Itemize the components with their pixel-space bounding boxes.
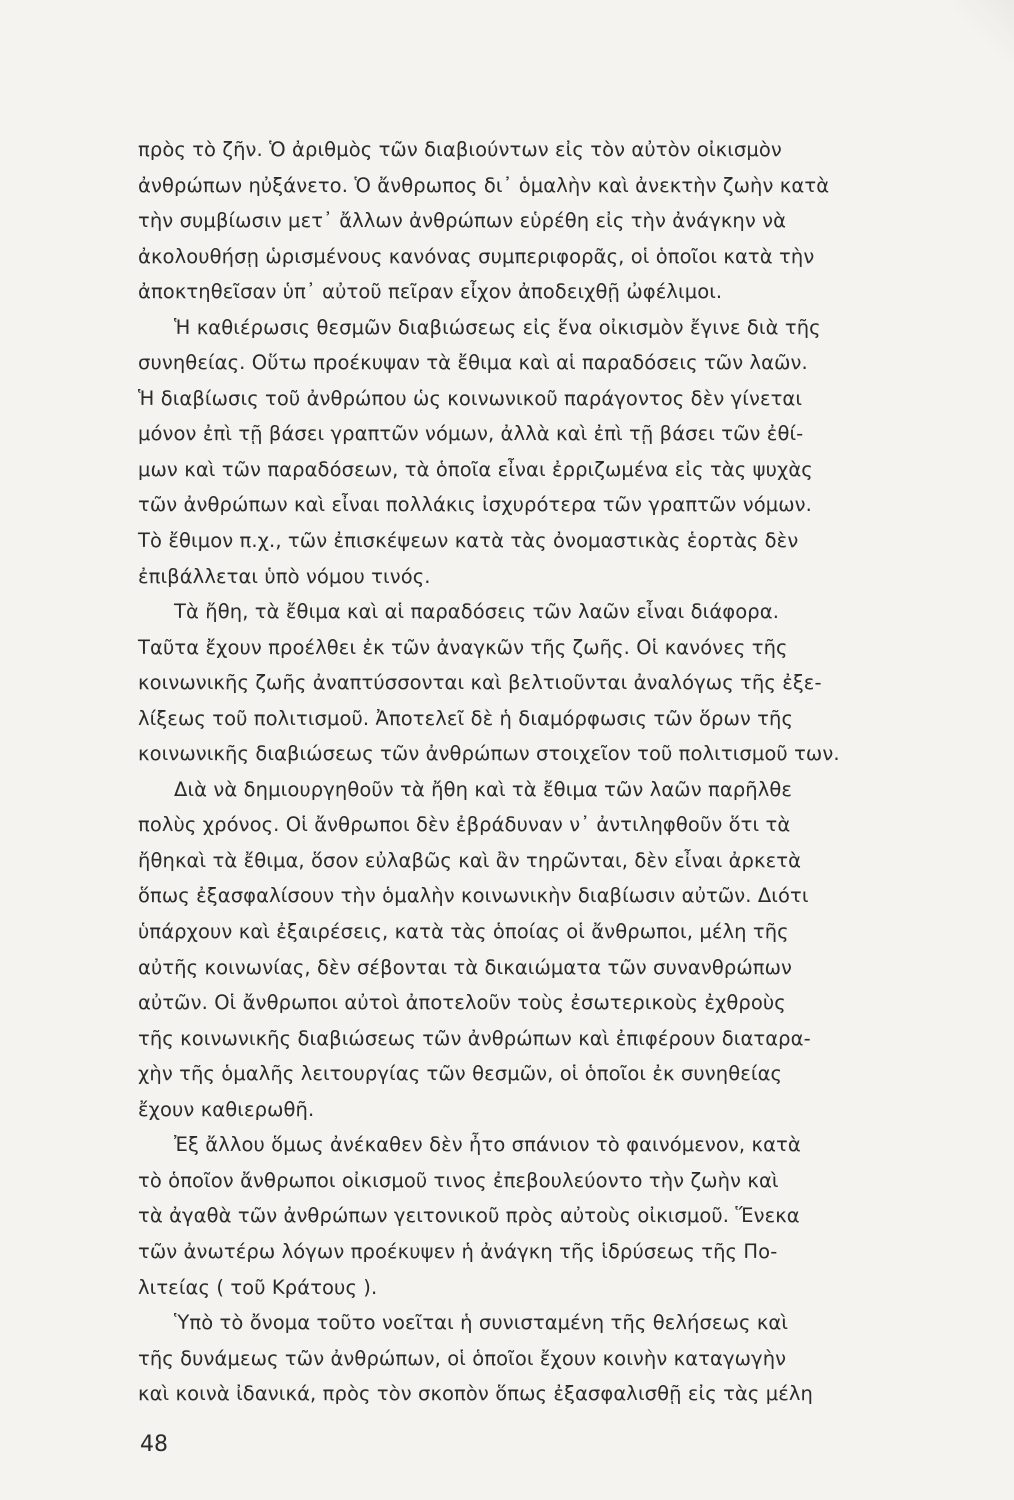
paragraph <box>138 1127 978 1305</box>
text-line: τῶν ἀνθρώπων καὶ εἶναι πολλάκις ἰσχυρότερα τῶν γραπτῶν νόμων. <box>138 493 812 517</box>
text-line: τὰ ἀγαθὰ τῶν ἀνθρώπων γειτονικοῦ πρὸς αὐτοὺς οἰκισμοῦ. Ἕνεκα <box>138 1204 800 1228</box>
text-line: Τὸ ἔθιμον π.χ., τῶν ἐπισκέψεων κατὰ τὰς ὀνομαστικὰς ἑορτὰς δὲν <box>138 529 799 553</box>
text-line: μων καὶ τῶν παραδόσεων, τὰ ὁποῖα εἶναι ἐρριζωμένα εἰς τὰς ψυχὰς <box>138 457 813 481</box>
text-line: ἔχουν καθιερωθῆ. <box>138 1097 315 1121</box>
paragraph <box>138 772 978 1127</box>
paragraph <box>138 310 978 594</box>
text-line: ἀποκτηθεῖσαν ὑπ᾿ αὐτοῦ πεῖραν εἶχον ἀποδειχθῇ ὠφέλιμοι. <box>138 280 723 304</box>
text-line: ὑπάρχουν καὶ ἐξαιρέσεις, κατὰ τὰς ὁποίας οἱ ἄνθρωποι, μέλη τῆς <box>138 920 789 944</box>
text-line: λιτείας ( τοῦ Κράτους ). <box>138 1275 378 1299</box>
paragraph <box>138 132 978 310</box>
text-line: κοινωνικῆς διαβιώσεως τῶν ἀνθρώπων στοιχεῖον τοῦ πολιτισμοῦ των. <box>138 742 840 766</box>
text-line: μόνον ἐπὶ τῇ βάσει γραπτῶν νόμων, ἀλλὰ καὶ ἐπὶ τῇ βάσει τῶν ἐθί- <box>138 422 804 446</box>
text-line: πρὸς τὸ ζῆν. Ὁ ἀριθμὸς τῶν διαβιούντων εἰς τὸν αὐτὸν οἰκισμὸν <box>138 138 782 161</box>
text-line: Τὰ ἤθη, τὰ ἔθιμα καὶ αἱ παραδόσεις τῶν λαῶν εἶναι διάφορα. <box>174 600 780 624</box>
text-line: ἀνθρώπων ηὐξάνετο. Ὁ ἄνθρωπος δι᾿ ὁμαλὴν καὶ ἀνεκτὴν ζωὴν κατὰ <box>138 173 830 197</box>
text-line: Ἡ καθιέρωσις θεσμῶν διαβιώσεως εἰς ἕνα οἰκισμὸν ἔγινε διὰ τῆς <box>174 315 821 339</box>
text-line: ἤθηκαὶ τὰ ἔθιμα, ὅσον εὐλαβῶς καὶ ἂν τηρῶνται, δὲν εἶναι ἀρκετὰ <box>138 848 802 872</box>
text-line: χὴν τῆς ὁμαλῆς λειτουργίας τῶν θεσμῶν, οἱ ὁποῖοι ἐκ συνηθείας <box>138 1062 783 1086</box>
text-line: ὅπως ἐξασφαλίσουν τὴν ὁμαλὴν κοινωνικὴν διαβίωσιν αὐτῶν. Διότι <box>138 884 809 908</box>
text-line: τὸ ὁποῖον ἄνθρωποι οἰκισμοῦ τινος ἐπεβουλεύοντο τὴν ζωὴν καὶ <box>138 1168 779 1192</box>
text-line: Διὰ νὰ δημιουργηθοῦν τὰ ἤθη καὶ τὰ ἔθιμα τῶν λαῶν παρῆλθε <box>174 777 793 801</box>
text-line: Ἡ διαβίωσις τοῦ ἀνθρώπου ὡς κοινωνικοῦ παράγοντος δὲν γίνεται <box>138 386 803 410</box>
text-line: αὐτῆς κοινωνίας, δὲν σέβονται τὰ δικαιώματα τῶν συνανθρώπων <box>138 955 793 979</box>
text-line: πολὺς χρόνος. Οἱ ἄνθρωποι δὲν ἐβράδυναν ν᾿ ἀντιληφθοῦν ὅτι τὰ <box>138 813 791 837</box>
page-number: 48 <box>140 1432 168 1457</box>
text-line: κοινωνικῆς ζωῆς ἀναπτύσσονται καὶ βελτιοῦνται ἀναλόγως τῆς ἐξε- <box>138 671 822 695</box>
text-line: καὶ κοινὰ ἰδανικά, πρὸς τὸν σκοπὸν ὅπως ἐξασφαλισθῇ εἰς τὰς μέλη <box>138 1382 813 1406</box>
text-line: αὐτῶν. Οἱ ἄνθρωποι αὐτοὶ ἀποτελοῦν τοὺς ἐσωτερικοὺς ἐχθροὺς <box>138 991 786 1015</box>
text-line: τὴν συμβίωσιν μετ᾿ ἄλλων ἀνθρώπων εὑρέθη εἰς τὴν ἀνάγκην νὰ <box>138 209 787 233</box>
body-text <box>138 132 978 1412</box>
text-line: Ταῦτα ἔχουν προέλθει ἐκ τῶν ἀναγκῶν τῆς ζωῆς. Οἱ κανόνες τῆς <box>138 635 788 659</box>
text-line: τῆς κοινωνικῆς διαβιώσεως τῶν ἀνθρώπων καὶ ἐπιφέρουν διαταρα- <box>138 1026 811 1050</box>
text-line: ἀκολουθήσῃ ὡρισμένους κανόνας συμπεριφορᾶς, οἱ ὁποῖοι κατὰ τὴν <box>138 244 815 268</box>
paragraph <box>138 594 978 772</box>
text-line: λίξεως τοῦ πολιτισμοῦ. Ἀποτελεῖ δὲ ἡ διαμόρφωσις τῶν ὅρων τῆς <box>138 706 794 730</box>
text-line: ἐπιβάλλεται ὑπὸ νόμου τινός. <box>138 564 431 588</box>
page-corner-shadow <box>954 0 1014 60</box>
text-line: τῆς δυνάμεως τῶν ἀνθρώπων, οἱ ὁποῖοι ἔχουν κοινὴν καταγωγὴν <box>138 1346 787 1370</box>
text-line: Ὑπὸ τὸ ὄνομα τοῦτο νοεῖται ἡ συνισταμένη τῆς θελήσεως καὶ <box>174 1311 789 1335</box>
text-line: συνηθείας. Οὕτω προέκυψαν τὰ ἔθιμα καὶ αἱ παραδόσεις τῶν λαῶν. <box>138 351 808 375</box>
paragraph <box>138 1305 978 1412</box>
text-line: τῶν ἀνωτέρω λόγων προέκυψεν ἡ ἀνάγκη τῆς ἱδρύσεως τῆς Πο- <box>138 1239 778 1263</box>
text-line: Ἐξ ἄλλου ὅμως ἀνέκαθεν δὲν ἦτο σπάνιον τὸ φαινόμενον, κατὰ <box>174 1133 801 1157</box>
